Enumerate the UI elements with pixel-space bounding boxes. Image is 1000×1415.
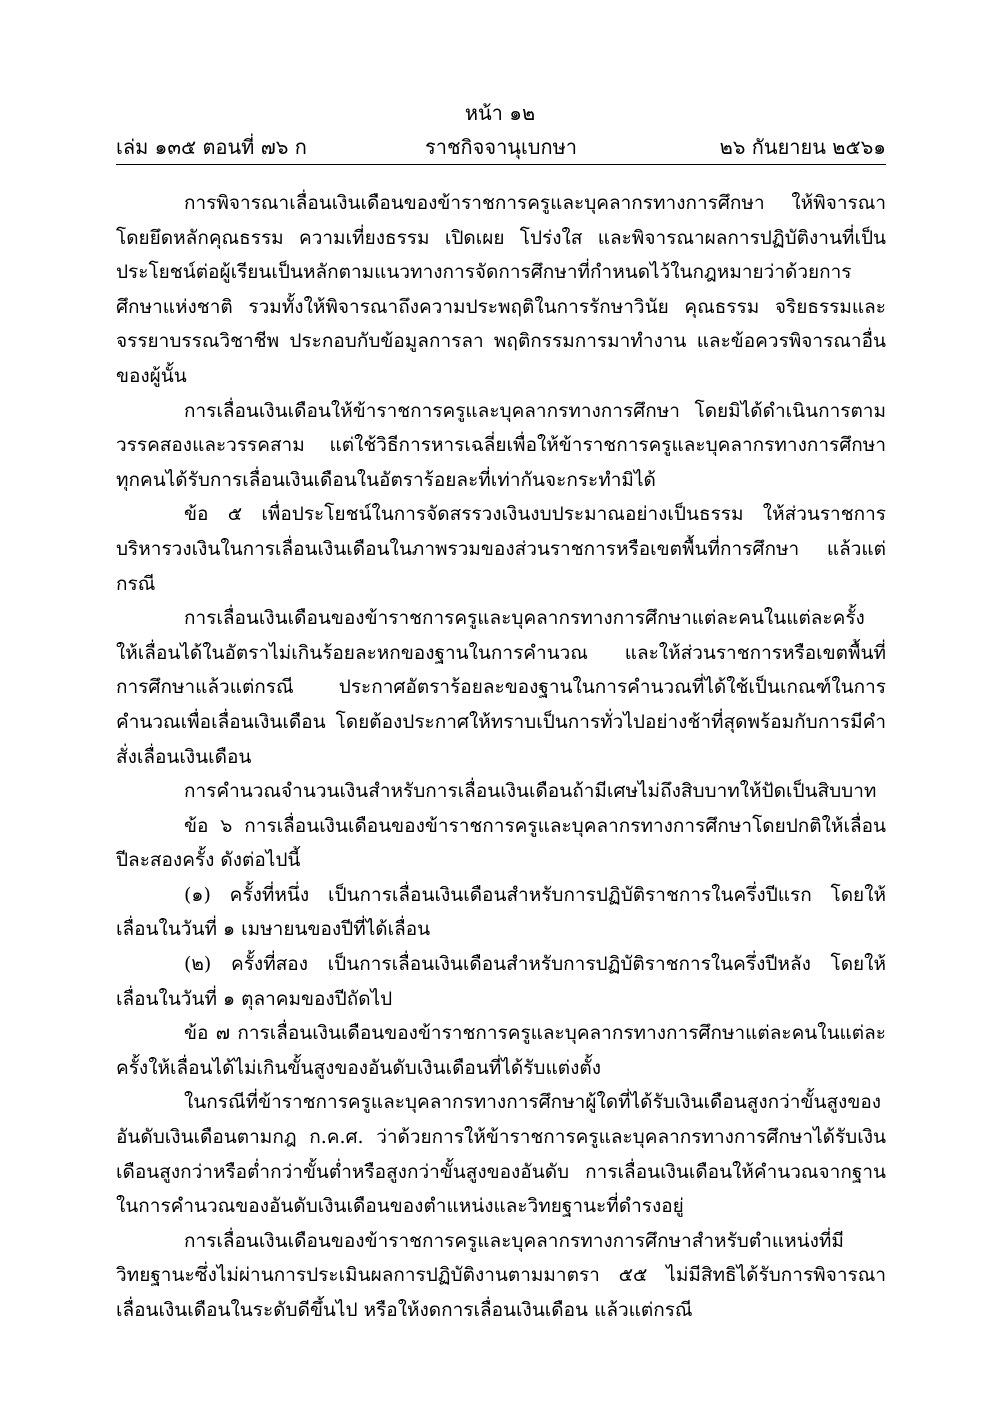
clause-6-item-1: (๑) ครั้งที่หนึ่ง เป็นการเลื่อนเงินเดือนสำหรับการปฏิบัติราชการในครึ่งปีแรก โดยให้เลื่อนในวันที่ ๑ เมษายนของปีที่ได้เลื่อน [116, 883, 886, 941]
paragraph: ในกรณีที่ข้าราชการครูและบุคลากรทางการศึกษาผู้ใดที่ได้รับเงินเดือนสูงกว่าขั้นสูงของอันดับเงินเดือนตามกฎ ก.ค.ศ. ว่าด้วยการให้ข้าราชการครูและบุคลากรทางการศึกษาได้รับเงินเดือนสูงกว่าหรือต่ำกว่าขั้นต่ำหรือสูงกว่าขั้นสูงของอันดับ การเลื่อนเงินเดือนให้คำนวณจากฐานในการคำนวณของอันดับเงินเดือนของตำแหน่งและวิทยฐานะที่ดำรงอยู่ [116, 1091, 886, 1218]
clause-6-item-2: (๒) ครั้งที่สอง เป็นการเลื่อนเงินเดือนสำหรับการปฏิบัติราชการในครึ่งปีหลัง โดยให้เลื่อนในวันที่ ๑ ตุลาคมของปีถัดไป [116, 953, 886, 1010]
volume-issue: เล่ม ๑๓๕ ตอนที่ ๗๖ ก [116, 135, 307, 159]
paragraph: การเลื่อนเงินเดือนของข้าราชการครูและบุคลากรทางการศึกษาสำหรับตำแหน่งที่มีวิทยฐานะซึ่งไม่ผ่านการประเมินผลการปฏิบัติงานตามมาตรา ๕๕ ไม่มีสิทธิได้รับการพิจารณาเลื่อนเงินเดือนในระดับดีขึ้นไป หรือให้งดการเลื่อนเงินเดือน แล้วแต่กรณี [116, 1229, 886, 1321]
clause-5: ข้อ ๕ เพื่อประโยชน์ในการจัดสรรวงเงินงบประมาณอย่างเป็นธรรม ให้ส่วนราชการบริหารวงเงินในการเลื่อนเงินเดือนในภาพรวมของส่วนราชการหรือเขตพื้นที่การศึกษา แล้วแต่กรณี [116, 503, 886, 595]
paragraph: การพิจารณาเลื่อนเงินเดือนของข้าราชการครูและบุคลากรทางการศึกษา ให้พิจารณาโดยยึดหลักคุณธรรม ความเที่ยงธรรม เปิดเผย โปร่งใส และพิจารณาผลการปฏิบัติงานที่เป็นประโยชน์ต่อผู้เรียนเป็นหลักตามแนวทางการจัดการศึกษาที่กำหนดไว้ในกฎหมายว่าด้วยการศึกษาแห่งชาติ รวมทั้งให้พิจารณาถึงความประพฤติในการรักษาวินัย คุณธรรม จริยธรรมและจรรยาบรรณวิชาชีพ ประกอบกับข้อมูลการลา พฤติกรรมการมาทำงาน และข้อควรพิจารณาอื่นของผู้นั้น [116, 192, 886, 387]
publication-date: ๒๖ กันยายน ๒๕๖๑ [719, 135, 886, 159]
paragraph: การคำนวณจำนวนเงินสำหรับการเลื่อนเงินเดือนถ้ามีเศษไม่ถึงสิบบาทให้ปัดเป็นสิบบาท [184, 780, 877, 803]
header-divider [116, 164, 886, 165]
paragraph: การเลื่อนเงินเดือนของข้าราชการครูและบุคลากรทางการศึกษาแต่ละคนในแต่ละครั้งให้เลื่อนได้ในอัตราไม่เกินร้อยละหกของฐานในการคำนวณ และให้ส่วนราชการหรือเขตพื้นที่การศึกษาแล้วแต่กรณี ประกาศอัตราร้อยละของฐานในการคำนวณที่ได้ใช้เป็นเกณฑ์ในการคำนวณเพื่อเลื่อนเงินเดือน โดยต้องประกาศให้ทราบเป็นการทั่วไปอย่างช้าที่สุดพร้อมกับการมีคำสั่งเลื่อนเงินเดือน [116, 607, 886, 768]
gazette-header [116, 132, 886, 162]
paragraph: การเลื่อนเงินเดือนให้ข้าราชการครูและบุคลากรทางการศึกษา โดยมิได้ดำเนินการตามวรรคสองและวรรคสาม แต่ใช้วิธีการหารเฉลี่ยเพื่อให้ข้าราชการครูและบุคลากรทางการศึกษาทุกคนได้รับการเลื่อนเงินเดือนในอัตราร้อยละที่เท่ากันจะกระทำมิได้ [116, 399, 886, 491]
document-body [116, 186, 886, 1328]
publication-name: ราชกิจจานุเบกษา [424, 135, 578, 159]
clause-6: ข้อ ๖ การเลื่อนเงินเดือนของข้าราชการครูและบุคลากรทางการศึกษาโดยปกติให้เลื่อนปีละสองครั้ง ดังต่อไปนี้ [116, 814, 886, 872]
page-number: หน้า ๑๒ [464, 101, 536, 125]
clause-7: ข้อ ๗ การเลื่อนเงินเดือนของข้าราชการครูและบุคลากรทางการศึกษาแต่ละคนในแต่ละครั้งให้เลื่อนได้ไม่เกินขั้นสูงของอันดับเงินเดือนที่ได้รับแต่งตั้ง [116, 1022, 886, 1079]
